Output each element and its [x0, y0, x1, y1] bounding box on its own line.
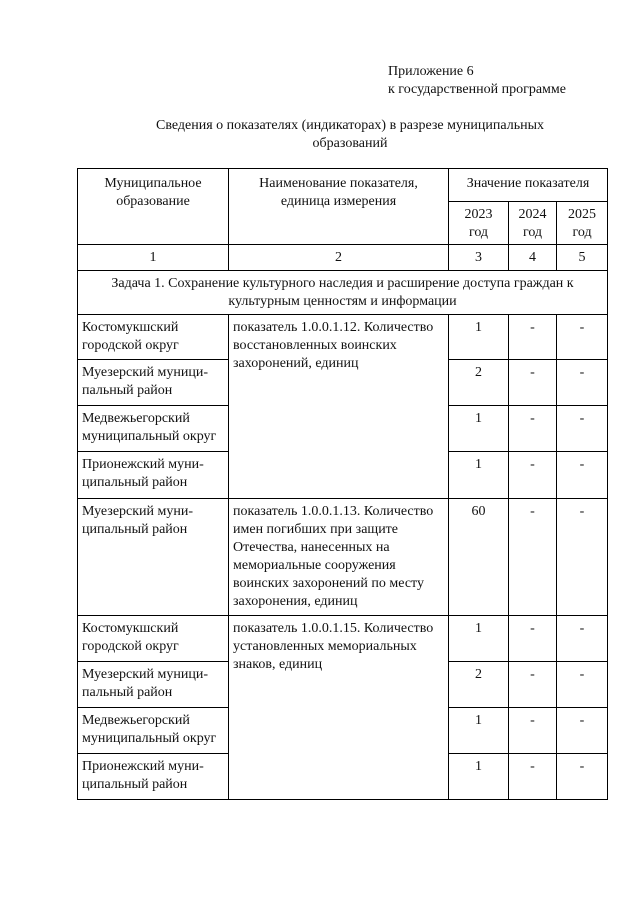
- value-2025: -: [557, 662, 608, 708]
- value-2023: 1: [449, 754, 509, 800]
- municipality-cell: Медвежьегорский муниципальный округ: [78, 406, 229, 452]
- task-row: [78, 271, 608, 315]
- table-row: [78, 499, 608, 616]
- municipality-cell: Медвежьегорский муниципальный округ: [78, 708, 229, 754]
- value-2023: 2: [449, 360, 509, 406]
- value-2024: -: [509, 662, 557, 708]
- municipality-cell: Муезерский муниципальный район: [78, 662, 229, 708]
- value-2024: -: [509, 754, 557, 800]
- column-number: 4: [509, 245, 557, 271]
- value-2025: -: [557, 452, 608, 499]
- value-2024: -: [509, 406, 557, 452]
- indicator-cell: показатель 1.0.0.1.12. Количество восстановленных воинских захоронений, единиц: [229, 315, 449, 499]
- column-number: 1: [78, 245, 229, 271]
- appendix-header: [388, 63, 566, 99]
- value-2023: 1: [449, 708, 509, 754]
- value-2025: -: [557, 708, 608, 754]
- header-year-2023: [449, 202, 509, 245]
- municipality-cell: Муезерский муниципальный район: [78, 499, 229, 616]
- task-title: Задача 1. Сохранение культурного наследия и расширение доступа граждан к культурным ценностям и информации: [78, 271, 608, 315]
- value-2023: 1: [449, 406, 509, 452]
- indicators-table: [77, 168, 608, 800]
- value-2025: -: [557, 616, 608, 662]
- value-2024: -: [509, 499, 557, 616]
- value-2024: -: [509, 360, 557, 406]
- value-2025: -: [557, 499, 608, 616]
- header-indicator: Наименование показателя, единица измерения: [229, 169, 449, 245]
- header-municipality: Муниципальное образование: [78, 169, 229, 245]
- municipality-cell: Прионежский муниципальный район: [78, 754, 229, 800]
- value-2023: 1: [449, 452, 509, 499]
- year-2025-top: 2025: [568, 207, 597, 222]
- column-numbers-row: [78, 245, 608, 271]
- value-2025: -: [557, 754, 608, 800]
- value-2023: 60: [449, 499, 509, 616]
- value-2024: -: [509, 708, 557, 754]
- header-year-2024: [509, 202, 557, 245]
- header-row: [78, 169, 608, 202]
- municipality-cell: Муезерский муниципальный район: [78, 360, 229, 406]
- indicator-cell: показатель 1.0.0.1.13. Количество имен погибших при защите Отечества, нанесенных на мемориальные сооружения воинских захоронений по месту захоронения, единиц: [229, 499, 449, 616]
- value-2024: -: [509, 315, 557, 360]
- indicator-cell: показатель 1.0.0.1.15. Количество установленных мемориальных знаков, единиц: [229, 616, 449, 800]
- municipality-cell: Костомукшский городской округ: [78, 616, 229, 662]
- value-2025: -: [557, 315, 608, 360]
- column-number: 2: [229, 245, 449, 271]
- table-row: [78, 315, 608, 360]
- appendix-line-1: Приложение 6: [388, 64, 474, 79]
- value-2023: 2: [449, 662, 509, 708]
- document-title: [120, 117, 580, 153]
- value-2024: -: [509, 452, 557, 499]
- year-2023-bottom: год: [468, 225, 489, 240]
- column-number: 5: [557, 245, 608, 271]
- appendix-line-2: к государственной программе: [388, 82, 566, 97]
- title-line-1: Сведения о показателях (индикаторах) в разрезе муниципальных: [155, 118, 544, 133]
- table-row: [78, 616, 608, 662]
- municipality-cell: Костомукшский городской округ: [78, 315, 229, 360]
- municipality-cell: Прионежский муниципальный район: [78, 452, 229, 499]
- title-line-2: образований: [312, 136, 388, 151]
- year-2025-bottom: год: [572, 225, 592, 240]
- value-2024: -: [509, 616, 557, 662]
- value-2025: -: [557, 406, 608, 452]
- column-number: 3: [449, 245, 509, 271]
- year-2024-top: 2024: [518, 207, 547, 222]
- year-2024-bottom: год: [522, 225, 543, 240]
- header-value: Значение показателя: [449, 169, 608, 202]
- value-2023: 1: [449, 315, 509, 360]
- value-2025: -: [557, 360, 608, 406]
- header-year-2025: [557, 202, 608, 245]
- year-2023-top: 2023: [464, 207, 493, 222]
- value-2023: 1: [449, 616, 509, 662]
